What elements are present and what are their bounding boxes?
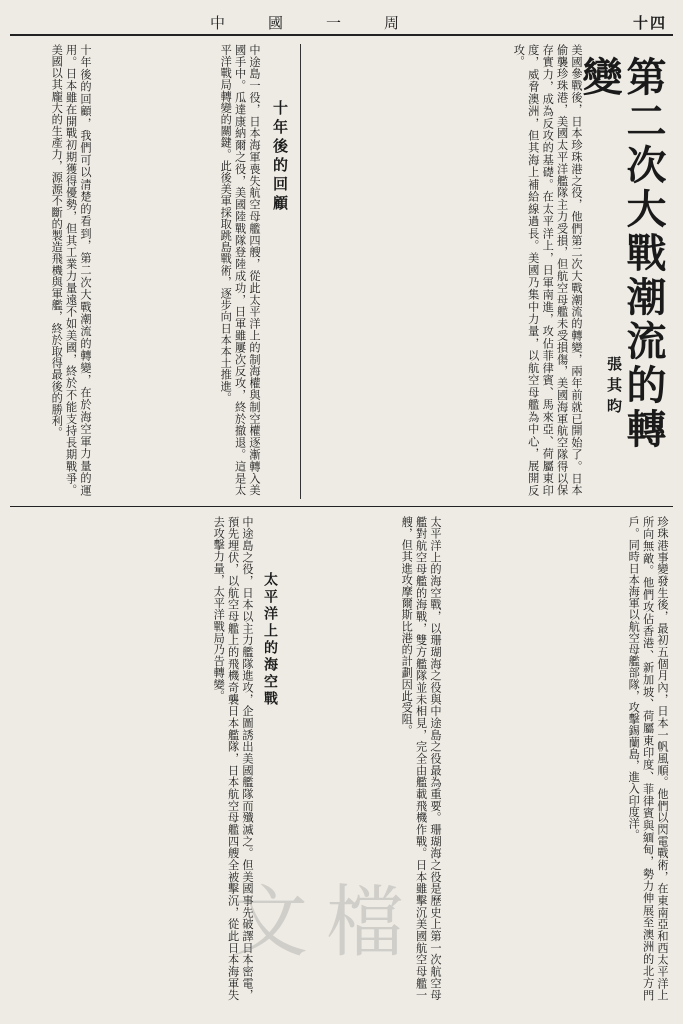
top-text-right: 美國參戰後，日本珍珠港之役，他們第二次大戰潮流的轉變，兩年前就已開始了。日本偷襲珍珠港，美國太平洋艦隊主力受損，但航空母艦未受損傷，美國海軍航空隊得以保存實力，成為反攻的基礎。在太平洋上，日軍南進，攻佔菲律賓、馬來亞、荷屬東印度，威脅澳洲，但其海上補給線過長。美國乃集中力量，以航空母艦為中心，展開反攻。 bbox=[512, 44, 583, 496]
article-title: 第二次大戰潮流的轉變 bbox=[576, 56, 667, 452]
section-rule bbox=[10, 506, 673, 507]
subhead-pacific: 太平洋上的海空戰 bbox=[262, 572, 278, 708]
top-text-middle: 中途島一役，日本海軍喪失航空母艦四艘，從此太平洋上的制海權與制空權逐漸轉入美國手中。瓜達康納爾之役，美國陸戰隊登陸成功，日軍雖屢次反攻，終於撤退。這是太平洋戰局轉變的關鍵。此後美軍採取跳島戰術，逐步向日本本土推進。 bbox=[219, 44, 261, 496]
article-author: 張其昀 bbox=[605, 356, 623, 419]
watermark: 文檔 bbox=[230, 878, 423, 968]
subhead-ten-years-after: 十年後的回顧 bbox=[271, 100, 289, 214]
bottom-text-middle: 太平洋上的海空戰，以珊瑚海之役與中途島之役最為重要。珊瑚海之役是歷史上第一次航空母艦對航空母艦的海戰，雙方艦隊並未相見，完全由艦載飛機作戰。日本雖擊沉美國航空母艦一艘，但其進攻摩爾斯比港的計劃因此受阻。 bbox=[400, 516, 442, 1001]
bottom-text-left: 中途島之役，日本以主力艦隊進攻，企圖誘出美國艦隊而殲滅之。但美國事先破譯日本密電，預先埋伏，以航空母艦上的飛機奇襲日本艦隊，日本航空母艦四艘全被擊沉，從此日本海軍失去攻擊力量，太平洋戰局乃告轉變。 bbox=[212, 516, 254, 1001]
top-text-left: 十年後的回顧，我們可以清楚的看到，第二次大戰潮流的轉變，在於海空軍力量的運用。日本雖在開戰初期獲得優勢，但其工業力量遠不如美國，終於不能支持長期戰爭。美國以其龐大的生產力，源源不斷的製造飛機與軍艦，終於取得最後的勝利。 bbox=[50, 44, 92, 496]
page-number: 十四 bbox=[632, 14, 667, 32]
page-header bbox=[10, 8, 673, 34]
masthead: 中 國 一 周 bbox=[210, 14, 414, 32]
bottom-text-right: 珍珠港事變發生後，最初五個月內，日本一帆風順。他們以閃電戰術，在東南亞和西太平洋上所向無敵。他們攻佔香港、新加坡、荷屬東印度、菲律賓與緬甸，勢力伸展至澳洲的北方門戶。同時日本海軍以航空母艦部隊，攻擊錫蘭島，進入印度洋。 bbox=[627, 516, 669, 1001]
header-rule bbox=[10, 34, 673, 36]
column-divider bbox=[300, 44, 301, 499]
